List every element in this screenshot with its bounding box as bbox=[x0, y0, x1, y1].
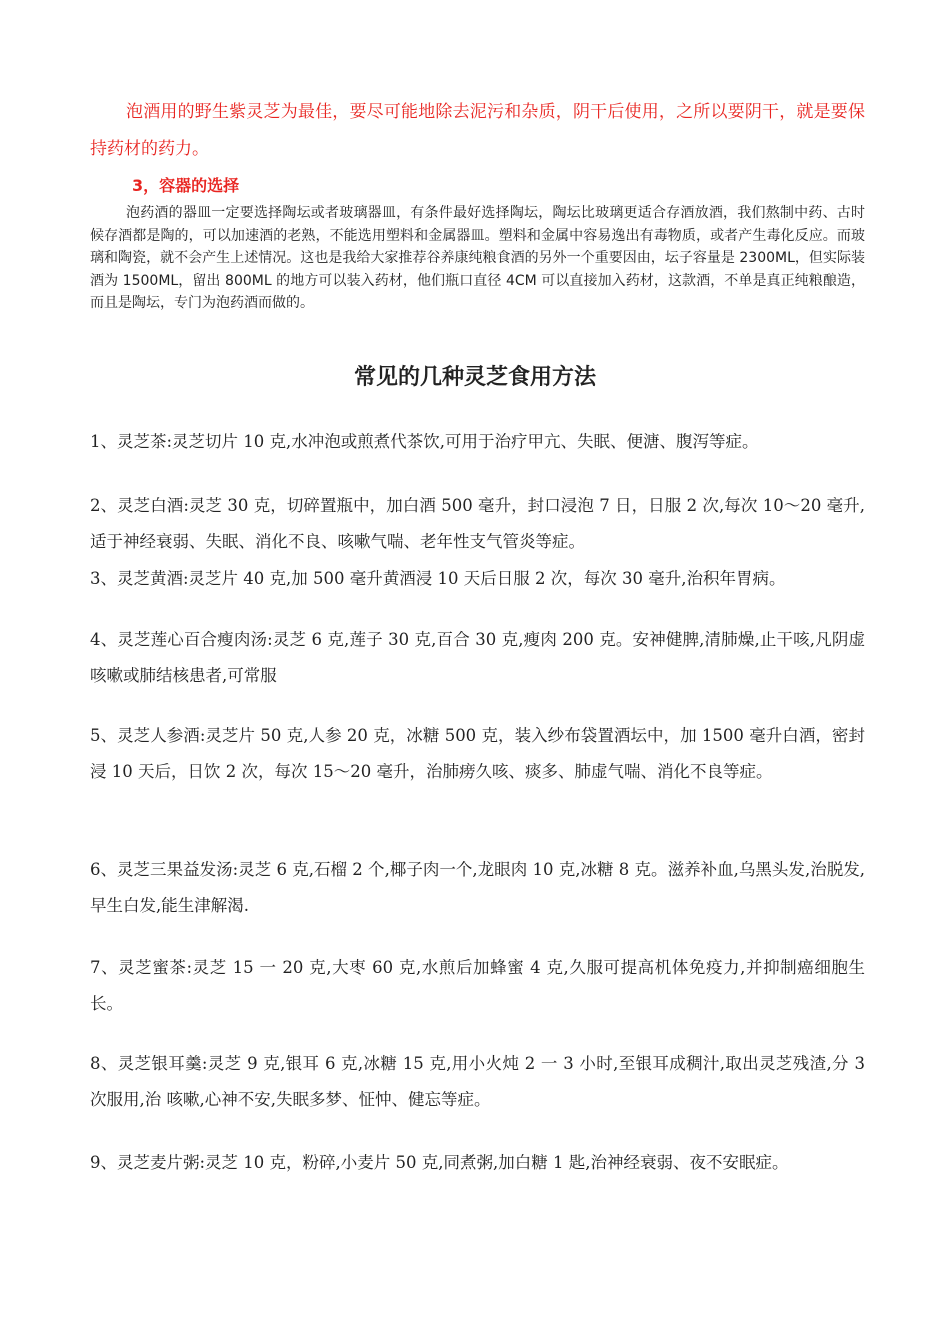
page-title: 常见的几种灵芝食用方法 bbox=[353, 364, 596, 390]
method-item-3: 3、灵芝黄酒:灵芝片 40 克,加 500 毫升黄酒浸 10 天后日服 2 次，每次 30 毫升,治积年胃病。 bbox=[90, 569, 786, 588]
method-item-4: 4、灵芝莲心百合瘦肉汤:灵芝 6 克,莲子 30 克,百合 30 克,瘦肉 200 克。安神健脾,清肺燥,止干咳,凡阴虚咳嗽或肺结核患者,可常服 bbox=[90, 630, 865, 685]
method-item-1: 1、灵芝茶:灵芝切片 10 克,水冲泡或煎煮代茶饮,可用于治疗甲亢、失眠、便溏、腹泻等症。 bbox=[90, 432, 759, 451]
method-item-8: 8、灵芝银耳羹:灵芝 9 克,银耳 6 克,冰糖 15 克,用小火炖 2 一 3 小时,至银耳成稠汁,取出灵芝残渣,分 3 次服用,治 咳嗽,心神不安,失眠多梦、怔忡、健忘等症。 bbox=[90, 1054, 865, 1109]
method-item-5: 5、灵芝人参酒:灵芝片 50 克,人参 20 克，冰糖 500 克，装入纱布袋置酒坛中，加 1500 毫升白酒，密封浸 10 天后，日饮 2 次，每次 15～20 毫升，治肺痨久咳、痰多、肺虚气喘、消化不良等症。 bbox=[90, 726, 865, 781]
method-item-7: 7、灵芝蜜茶:灵芝 15 一 20 克,大枣 60 克,水煎后加蜂蜜 4 克,久服可提高机体免疫力,并抑制癌细胞生长。 bbox=[90, 958, 865, 1013]
section-heading-container-choice: 3，容器的选择 bbox=[132, 176, 240, 195]
container-paragraph: 泡药酒的器皿一定要选择陶坛或者玻璃器皿，有条件最好选择陶坛，陶坛比玻璃更适合存酒放酒，我们熬制中药、古时候存酒都是陶的，可以加速酒的老熟，不能选用塑料和金属器皿。塑料和金属中容易逸出有毒物质，或者产生毒化反应。而玻璃和陶瓷，就不会产生上述情况。这也是我给大家推荐谷养康纯粮食酒的另外一个重要因由，坛子容量是 2300ML，但实际装酒为 1500ML，留出 800ML 的地方可以装入药材，他们瓶口直径 4CM 可以直接加入药材，这款酒，不单是真正纯粮酿造，而且是陶坛，专门为泡药酒而做的。 bbox=[90, 205, 865, 312]
intro-paragraph-red: 泡酒用的野生紫灵芝为最佳，要尽可能地除去泥污和杂质，阴干后使用，之所以要阴干，就是要保持药材的药力。 bbox=[90, 102, 865, 159]
method-item-2: 2、灵芝白酒:灵芝 30 克，切碎置瓶中，加白酒 500 毫升，封口浸泡 7 日，日服 2 次,每次 10～20 毫升,适于神经衰弱、失眠、消化不良、咳嗽气喘、老年性支气管炎等症。 bbox=[90, 496, 865, 551]
method-item-9: 9、灵芝麦片粥:灵芝 10 克，粉碎,小麦片 50 克,同煮粥,加白糖 1 匙,治神经衰弱、夜不安眠症。 bbox=[90, 1153, 789, 1172]
method-item-6: 6、灵芝三果益发汤:灵芝 6 克,石榴 2 个,椰子肉一个,龙眼肉 10 克,冰糖 8 克。滋养补血,乌黑头发,治脱发,早生白发,能生津解渴. bbox=[90, 860, 865, 915]
